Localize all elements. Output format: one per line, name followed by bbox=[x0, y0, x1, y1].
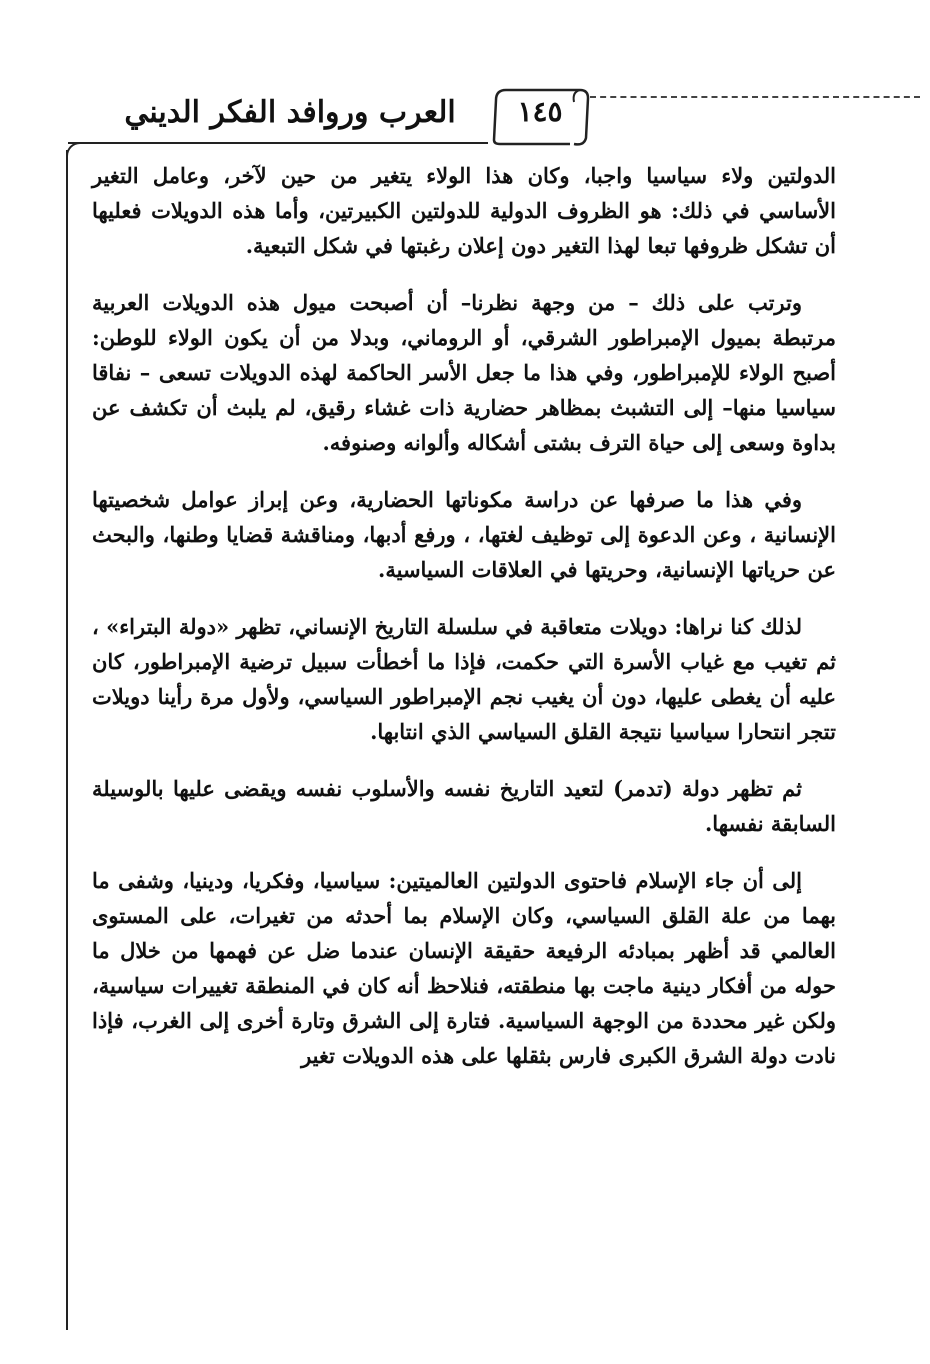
page-frame-left-rule bbox=[66, 150, 68, 1330]
running-title: العرب وروافد الفكر الديني bbox=[124, 95, 456, 130]
paragraph: وترتب على ذلك – من وجهة نظرنا– أن أصبحت ميول هذه الدويلات العربية مرتبطة بميول الإمبراطور الشرقي، أو الروماني، وبدلا من أن يكون الولاء للوطن: أصبح الولاء للإمبراطور، وفي هذا ما جعل الأسر الحاكمة لهذه الدويلات تسعى – نفاقا سياسيا منها– إلى التشبث بمظاهر حضارية ذات غشاء رقيق، لم يلبث أن تكشف عن بداوة وسعى إلى حياة الترف بشتى أشكاله وألوانه وصنوفه. bbox=[92, 290, 836, 455]
page-number: ١٤٥ bbox=[517, 95, 563, 128]
paragraph: الدولتين ولاء سياسيا واجبا، وكان هذا الولاء يتغير من حين لآخر، وعامل التغير الأساسي في ذلك: هو الظروف الدولية للدولتين الكبيرتين، وأما هذه الدويلات فعليها أن تشكل ظروفها تبعا لهذا التغير دون إعلان رغبتها في شكل التبعية. bbox=[92, 163, 836, 258]
page-frame-corner bbox=[66, 142, 86, 162]
paragraph: إلى أن جاء الإسلام فاحتوى الدولتين العالميتين: سياسيا، وفكريا، ودينيا، وشفى ما بهما من علة القلق السياسي، وكان الإسلام بما أحدثه من تغيرات، على المستوى العالمي قد أظهر بمبادئه الرفيعة حقيقة الإنسان عندما ضل عن فهمها من خلال ما حوله من أفكار دينية ماجت بها منطقته، فنلاحظ أنه كان في المنطقة تغييرات سياسية، ولكن غير محددة من الوجهة السياسية. فتارة إلى الشرق وتارة أخرى إلى الغرب، فإذا نادت دولة الشرق الكبرى فارس بثقلها على هذه الدويلات تغير bbox=[92, 868, 836, 1068]
page-frame-top-dashed-rule bbox=[590, 96, 920, 98]
paragraph: لذلك كنا نراها: دويلات متعاقبة في سلسلة التاريخ الإنساني، تظهر «دولة البتراء» ، ثم تغيب مع غياب الأسرة التي حكمت، فإذا ما أخطأت سبيل ترضية الإمبراطور، كان عليه أن يغطى عليها، دون أن يغيب نجم الإمبراطور السياسي، ولأول مرة رأينا دويلات تتجر انتحارا سياسيا نتيجة القلق السياسي الذي انتابها. bbox=[92, 614, 836, 744]
page-frame-top-rule bbox=[68, 142, 488, 144]
body-text bbox=[92, 158, 836, 1095]
paragraph: وفي هذا ما صرفها عن دراسة مكوناتها الحضارية، وعن إبراز عوامل شخصيتها الإنسانية ، وعن الدعوة إلى توظيف لغتها، ، ورفع أدبها، ومناقشة قضايا وطنها، والبحث عن حرياتها الإنسانية، وحريتها في العلاقات السياسية. bbox=[92, 487, 836, 582]
paragraph: ثم تظهر دولة (تدمر) لتعيد التاريخ نفسه والأسلوب نفسه ويقضى عليها بالوسيلة السابقة نفسها. bbox=[92, 776, 836, 836]
